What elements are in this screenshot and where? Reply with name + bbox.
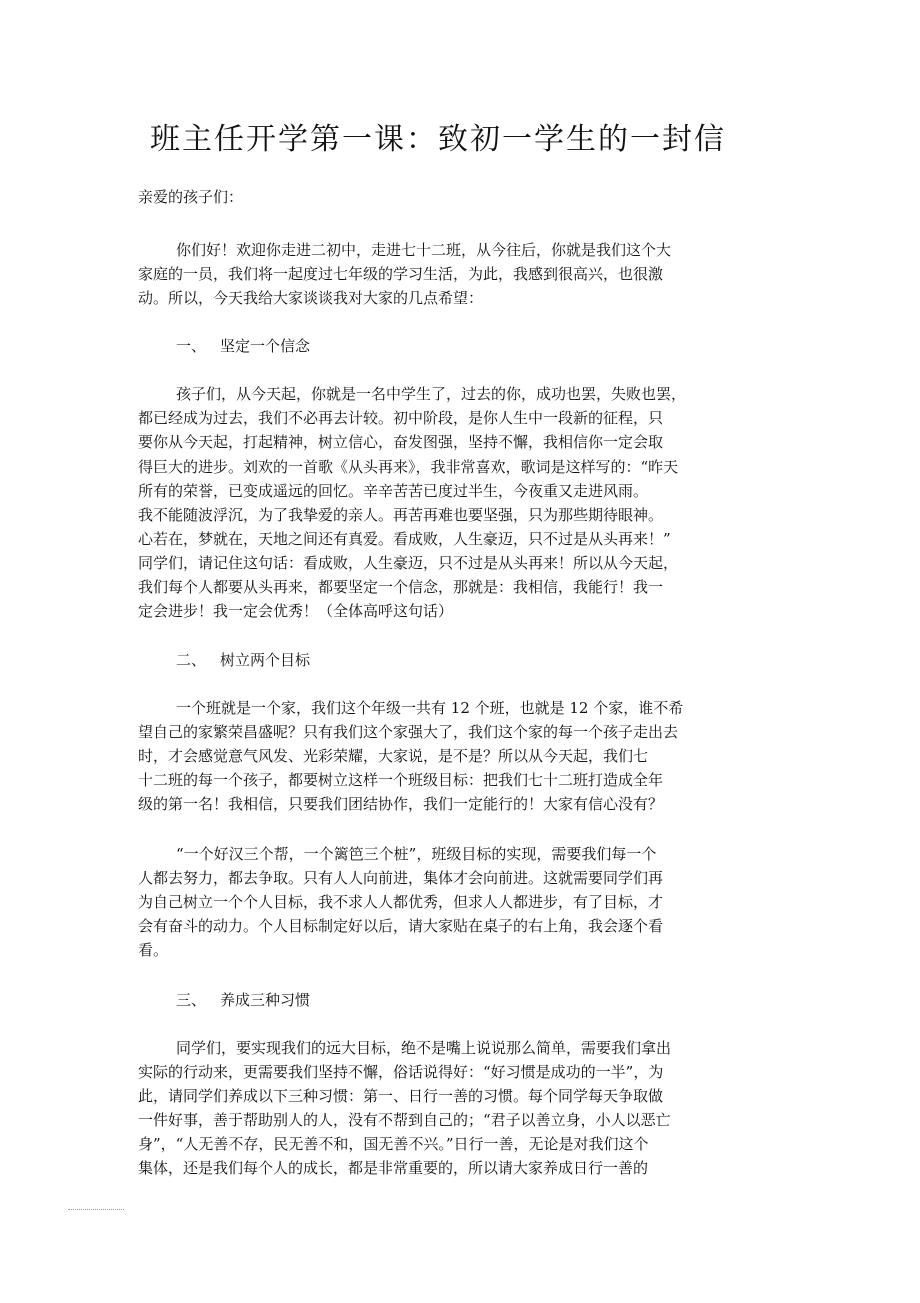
- body-line: 时，才会感觉意气风发、光彩荣耀，大家说，是不是？所以从今天起，我们七: [138, 747, 649, 765]
- body-line: 定会进步！我一定会优秀！（全体高呼这句话）: [138, 602, 454, 620]
- body-line: 此，请同学们养成以下三种习惯：第一、日行一善的习惯。每个同学每天争取做: [138, 1087, 664, 1105]
- body-line: 集体，还是我们每个人的成长，都是非常重要的，所以请大家养成日行一善的: [138, 1159, 649, 1177]
- footer-divider: [68, 1209, 124, 1210]
- body-line: 要你从今天起，打起精神，树立信心，奋发图强，坚持不懈，我相信你一定会取: [138, 433, 664, 451]
- intro-line: 你们好！欢迎你走进二初中，走进七十二班，从今往后，你就是我们这个大: [176, 241, 672, 259]
- body-line: 孩子们，从今天起，你就是一名中学生了，过去的你，成功也罢，失败也罢，: [176, 385, 687, 403]
- intro-line: 动。所以，今天我给大家谈谈我对大家的几点希望：: [138, 289, 484, 307]
- body-line: 会有奋斗的动力。个人目标制定好以后，请大家贴在桌子的右上角，我会逐个看: [138, 917, 664, 935]
- body-line: 身”，“人无善不存，民无善不和，国无善不兴。”日行一善，无论是对我们这个: [138, 1135, 649, 1153]
- body-line: 实际的行动来，更需要我们坚持不懈，俗话说得好：“好习惯是成功的一半”，为: [138, 1063, 664, 1081]
- section-heading-2: [176, 648, 310, 672]
- body-line: 人都去努力，都去争取。只有人人向前进，集体才会向前进。这就需要同学们再: [138, 869, 664, 887]
- body-line: 级的第一名！我相信，只要我们团结协作，我们一定能行的！大家有信心没有？: [138, 795, 664, 813]
- section-heading-3: [176, 988, 310, 1012]
- section-title: 养成三种习惯: [220, 991, 311, 1009]
- body-line: 一件好事，善于帮助别人的人，没有不帮到自己的；“君子以善立身，小人以恶亡: [138, 1111, 671, 1129]
- page-title: 班主任开学第一课：致初一学生的一封信: [150, 122, 726, 157]
- body-line: 我不能随波浮沉，为了我挚爱的亲人。再苦再难也要坚强，只为那些期待眼神。: [138, 506, 664, 524]
- intro-line: 家庭的一员，我们将一起度过七年级的学习生活，为此，我感到很高兴，也很激: [138, 265, 664, 283]
- section-title: 树立两个目标: [220, 651, 311, 669]
- body-line: 同学们，要实现我们的远大目标，绝不是嘴上说说那么简单，需要我们拿出: [176, 1039, 672, 1057]
- body-line: 一个班就是一个家，我们这个年级一共有 12 个班，也就是 12 个家，谁不希: [176, 699, 684, 717]
- greeting: 亲爱的孩子们：: [138, 188, 244, 206]
- body-line: 望自己的家繁荣昌盛呢？只有我们这个家强大了，我们这个家的每一个孩子走出去: [138, 723, 679, 741]
- body-line: 都已经成为过去，我们不必再去计较。初中阶段，是你人生中一段新的征程，只: [138, 409, 664, 427]
- body-line: 看。: [138, 941, 169, 959]
- section-title: 坚定一个信念: [220, 337, 311, 355]
- section-number: 一、: [176, 337, 207, 355]
- section-heading-1: [176, 334, 310, 358]
- body-line: 我们每个人都要从头再来，都要坚定一个信念，那就是：我相信，我能行！我一: [138, 578, 664, 596]
- body-line: 同学们，请记住这句话：看成败，人生豪迈，只不过是从头再来！所以从今天起，: [138, 554, 679, 572]
- section-number: 三、: [176, 991, 207, 1009]
- body-line: 所有的荣誉，已变成遥远的回忆。辛辛苦苦已度过半生，今夜重又走进风雨。: [138, 482, 649, 500]
- body-line: 十二班的每一个孩子，都要树立这样一个班级目标：把我们七十二班打造成全年: [138, 771, 664, 789]
- body-line: 得巨大的进步。刘欢的一首歌《从头再来》，我非常喜欢，歌词是这样写的：“昨天: [138, 458, 679, 476]
- body-line: 为自己树立一个个人目标，我不求人人都优秀，但求人人都进步，有了目标，才: [138, 893, 664, 911]
- body-line: 心若在，梦就在，天地之间还有真爱。看成败，人生豪迈，只不过是从头再来！”: [138, 530, 671, 548]
- body-line: “一个好汉三个帮，一个篱笆三个桩”，班级目标的实现，需要我们每一个: [176, 845, 657, 863]
- section-number: 二、: [176, 651, 207, 669]
